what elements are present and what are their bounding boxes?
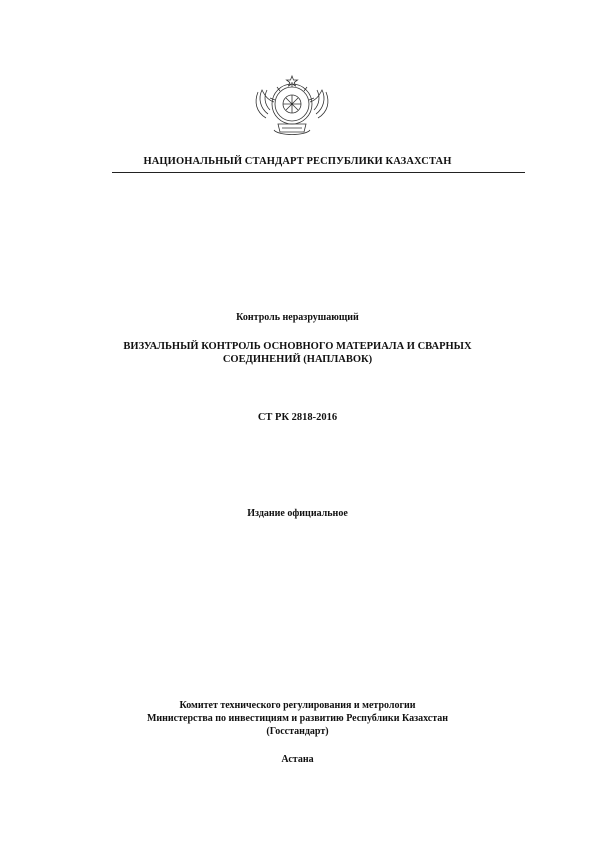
state-emblem-icon <box>250 72 334 140</box>
standard-code: СТ РК 2818-2016 <box>257 412 338 423</box>
publisher-line-3: (Госстандарт) <box>266 726 329 737</box>
publisher-line-2: Министерства по инвестициям и развитию Республики Казахстан <box>146 713 449 724</box>
standard-title-line-1: ВИЗУАЛЬНЫЙ КОНТРОЛЬ ОСНОВНОГО МАТЕРИАЛА И СВАРНЫХ <box>123 341 472 352</box>
city: Астана <box>281 754 314 765</box>
publisher-line-1: Комитет технического регулирования и метрологии <box>179 700 416 711</box>
edition-label: Издание официальное <box>247 508 348 519</box>
standard-title-line-2: СОЕДИНЕНИЙ (НАПЛАВОК) <box>222 354 373 365</box>
header-rule <box>112 172 525 173</box>
header-title: НАЦИОНАЛЬНЫЙ СТАНДАРТ РЕСПУБЛИКИ КАЗАХСТАН <box>143 156 452 167</box>
standard-subject: Контроль неразрушающий <box>236 312 359 323</box>
